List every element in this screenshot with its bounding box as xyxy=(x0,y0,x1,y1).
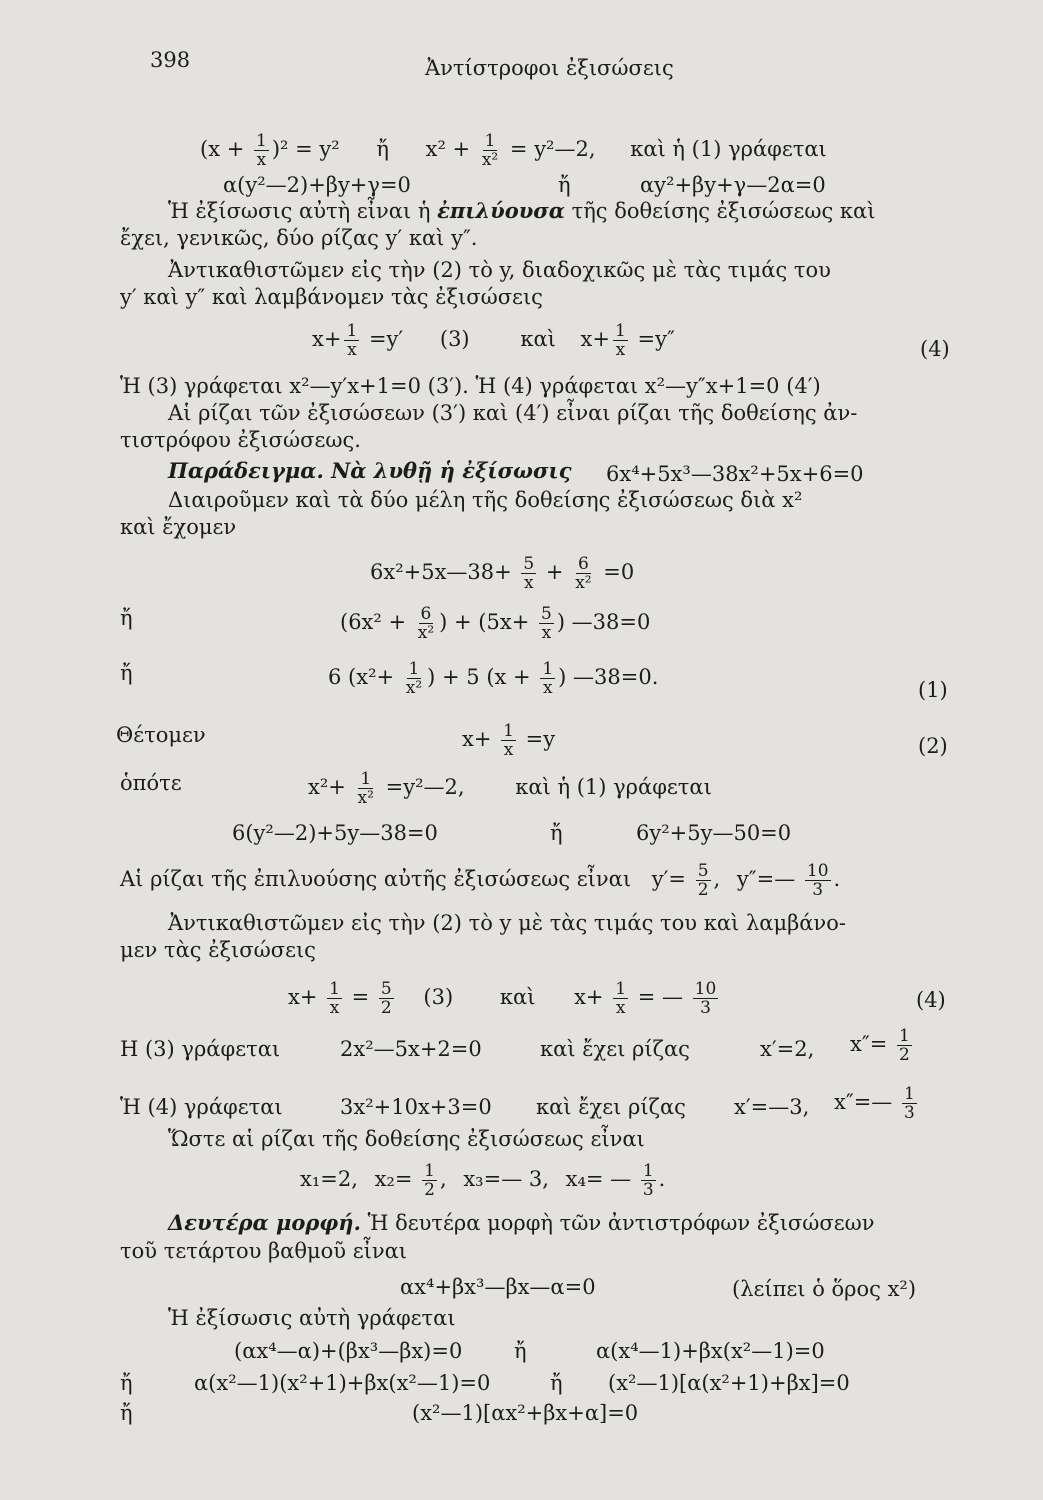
eq-text: =y²—2, xyxy=(378,775,465,799)
eq-text: = — xyxy=(631,985,690,1009)
eq-tag: (4) xyxy=(920,337,950,361)
page-number: 398 xyxy=(150,48,191,72)
or-word: ἤ xyxy=(550,821,563,845)
para-3-line-1: Ἡ (3) γράφεται x²—y′x+1=0 (3′). Ἡ (4) γράφεται x²—y″x+1=0 (4′) xyxy=(120,374,821,398)
para-2-line-1: Ἀντικαθιστῶμεν εἰς τὴν (2) τὸ y, διαδοχικῶς μὲ τὰς τιμάς του xyxy=(168,258,831,282)
denominator: x xyxy=(524,573,534,593)
or-word: ἤ xyxy=(514,1339,527,1363)
fraction xyxy=(344,322,359,359)
numerator: 6 xyxy=(420,604,432,624)
numerator: 1 xyxy=(408,659,420,679)
numerator: 10 xyxy=(694,979,717,999)
second-eq-2b: (x²—1)[α(x²+1)+βx]=0 xyxy=(608,1371,850,1395)
r3-eq: 2x²—5x+2=0 xyxy=(340,1037,482,1061)
or-word: ἤ xyxy=(550,1371,563,1395)
example-title: Παράδειγμα. Νὰ λυθῇ ἡ ἐξίσωσις xyxy=(168,458,572,483)
numerator: 1 xyxy=(329,979,340,999)
fraction xyxy=(540,660,555,697)
or-word: ἤ xyxy=(120,1371,133,1395)
set-eq xyxy=(462,722,555,759)
numerator: 1 xyxy=(615,321,626,341)
numerator: 1 xyxy=(542,659,554,679)
second-form-note: (λείπει ὁ ὅρος x²) xyxy=(732,1277,917,1301)
running-title: Ἀντίστροφοι ἐξισώσεις xyxy=(425,56,674,80)
denominator: x xyxy=(503,740,514,760)
example-equation: 6x⁴+5x³—38x²+5x+6=0 xyxy=(606,462,864,486)
example-para-line-2: μεν τὰς ἐξισώσεις xyxy=(120,938,316,962)
eq-text: x″=— xyxy=(834,1090,899,1114)
eq-text: y″=— xyxy=(736,867,802,891)
denominator: 3 xyxy=(903,1103,915,1123)
fraction xyxy=(641,1162,656,1199)
body-text: καὶ xyxy=(520,327,556,351)
eq-text: ) + 5 (x + xyxy=(427,665,538,689)
eq-text: (6x² + xyxy=(340,610,413,634)
denominator: x² xyxy=(357,788,374,808)
denominator: 2 xyxy=(380,998,392,1018)
eq-text: x₁=2, xyxy=(300,1167,358,1191)
fraction xyxy=(480,132,500,169)
body-text: καὶ ἡ (1) γράφεται xyxy=(515,775,712,799)
eq-text: (x + xyxy=(200,137,251,161)
eq-text: . xyxy=(833,867,841,891)
eq-text: 6x²+5x—38+ xyxy=(370,560,519,584)
example-eq-5 xyxy=(288,980,721,1017)
example-eq-4a: 6(y²—2)+5y—38=0 xyxy=(232,821,438,845)
fraction xyxy=(902,1085,917,1122)
fraction xyxy=(613,980,628,1017)
or-word: ἤ xyxy=(120,1401,133,1425)
fraction xyxy=(501,722,516,759)
eq-text: ) —38=0 xyxy=(556,610,651,634)
then-eq xyxy=(308,770,712,807)
eq-text: =y xyxy=(518,727,556,751)
body-text: Ἡ δευτέρα μορφὴ τῶν ἀντιστρόφων ἐξισώσεων xyxy=(360,1211,875,1235)
eq-text: )² = y² xyxy=(271,137,340,161)
eq-text: =y″ xyxy=(630,327,675,351)
numerator: 1 xyxy=(346,321,358,341)
eq-text: x+ xyxy=(312,327,342,351)
fraction xyxy=(416,605,436,642)
body-text: καὶ xyxy=(499,985,536,1009)
fraction xyxy=(696,862,711,899)
denominator: x xyxy=(347,340,357,360)
r4-x1: x′=—3, xyxy=(734,1095,810,1119)
second-form-line-1 xyxy=(168,1210,875,1236)
numerator: 1 xyxy=(615,979,627,999)
numerator: 1 xyxy=(360,769,372,789)
fraction xyxy=(404,660,424,697)
denominator: 3 xyxy=(700,998,711,1018)
eq-text: =y′ xyxy=(362,327,404,351)
fraction xyxy=(805,862,831,899)
second-eq-2a: α(x²—1)(x²+1)+βx(x²—1)=0 xyxy=(194,1371,491,1395)
eq-text: x+ xyxy=(580,327,610,351)
eq-text: x₃=— 3, xyxy=(463,1167,549,1191)
r4-label: Ἡ (4) γράφεται xyxy=(120,1095,283,1119)
para-3-line-3: τιστρόφου ἐξισώσεως. xyxy=(120,428,361,452)
denominator: 3 xyxy=(642,1180,654,1200)
numerator: 5 xyxy=(540,604,552,624)
fraction xyxy=(327,980,342,1017)
second-eq-1a: (αx⁴—α)+(βx³—βx)=0 xyxy=(234,1339,463,1363)
eq-tag: (1) xyxy=(918,678,948,702)
numerator: 1 xyxy=(255,131,267,151)
eq-line-2b: αy²+βy+γ—2α=0 xyxy=(640,173,826,197)
eq-text: =0 xyxy=(596,560,635,584)
then-label: ὁπότε xyxy=(120,771,182,795)
body-text: τῆς δοθείσης ἐξισώσεως καὶ xyxy=(564,199,876,223)
eq-text: = y²—2, xyxy=(503,137,596,161)
eq-text: . xyxy=(658,1167,666,1191)
eq-text: ) —38=0. xyxy=(558,665,659,689)
numerator: 1 xyxy=(642,1161,654,1181)
fraction xyxy=(539,605,554,642)
numerator: 6 xyxy=(577,554,589,574)
denominator: x xyxy=(615,998,626,1018)
example-line-1: Διαιροῦμεν καὶ τὰ δύο μέλη τῆς δοθείσης ἐξισώσεως διὰ x² xyxy=(168,488,803,512)
r3-text: καὶ ἔχει ρίζας xyxy=(540,1037,690,1061)
eq-text: 6 (x²+ xyxy=(328,665,401,689)
denominator: x² xyxy=(575,573,592,593)
denominator: x² xyxy=(417,623,435,643)
eq-text: , xyxy=(439,1167,447,1191)
para-1-line-1 xyxy=(168,198,875,224)
eq-text: x″= xyxy=(850,1032,894,1056)
second-form-line-3: Ἡ ἐξίσωσις αὐτὴ γράφεται xyxy=(168,1306,456,1330)
second-eq-1b: α(x⁴—1)+βx(x²—1)=0 xyxy=(596,1339,825,1363)
eq-tag: (4) xyxy=(916,988,946,1012)
denominator: x xyxy=(615,340,626,360)
eq-text: ) + (5x+ xyxy=(439,610,536,634)
example-eq-3 xyxy=(328,660,658,697)
r4-x2 xyxy=(834,1085,920,1122)
eq-line-1 xyxy=(200,132,827,169)
denominator: 2 xyxy=(898,1045,910,1065)
example-eq-1 xyxy=(370,555,634,592)
eq-text: x² + xyxy=(425,137,477,161)
example-eq-2 xyxy=(340,605,650,642)
denominator: 3 xyxy=(812,880,824,900)
or-word: ἤ xyxy=(376,137,389,161)
set-label: Θέτομεν xyxy=(116,723,206,747)
eq-tag: (3) xyxy=(423,985,454,1009)
fraction xyxy=(379,980,394,1017)
fraction xyxy=(573,555,593,592)
fraction xyxy=(693,980,719,1017)
r4-eq: 3x²+10x+3=0 xyxy=(340,1095,492,1119)
eq-text: x+ xyxy=(574,985,611,1009)
eq-3 xyxy=(312,322,675,359)
eq-text: x+ xyxy=(462,727,499,751)
eq-text: x₄= — xyxy=(565,1167,638,1191)
eq-tag: (2) xyxy=(918,734,948,758)
numerator: 10 xyxy=(806,861,829,881)
fraction xyxy=(897,1027,912,1064)
r4-text: καὶ ἔχει ρίζας xyxy=(536,1095,686,1119)
para-1-line-2: ἔχει, γενικῶς, δύο ρίζας y′ καὶ y″. xyxy=(120,226,478,250)
numerator: 5 xyxy=(697,861,709,881)
eq-text: x+ xyxy=(288,985,325,1009)
para-3-line-2: Αἱ ρίζαι τῶν ἐξισώσεων (3′) καὶ (4′) εἶναι ρίζαι τῆς δοθείσης ἀν- xyxy=(168,401,858,425)
eq-text: + xyxy=(539,560,571,584)
emphasis-text: ἐπιλύουσα xyxy=(437,198,565,223)
second-form-line-2: τοῦ τετάρτου βαθμοῦ εἶναι xyxy=(120,1239,408,1263)
denominator: x xyxy=(541,623,552,643)
section-heading: Δευτέρα μορφή. xyxy=(168,1210,361,1235)
final-roots xyxy=(300,1162,665,1199)
example-eq-4b: 6y²+5y—50=0 xyxy=(636,821,792,845)
denominator: 2 xyxy=(697,880,709,900)
final-text: Ὥστε αἱ ρίζαι τῆς δοθείσης ἐξισώσεως εἶναι xyxy=(168,1127,645,1151)
numerator: 1 xyxy=(503,721,514,741)
eq-text: x²+ xyxy=(308,775,353,799)
second-eq-3: (x²—1)[αx²+βx+α]=0 xyxy=(412,1401,639,1425)
eq-tag: (3) xyxy=(439,327,470,351)
example-para-line-1: Ἀντικαθιστῶμεν εἰς τὴν (2) τὸ y μὲ τὰς τιμάς του καὶ λαμβάνο- xyxy=(168,911,846,935)
eq-text: = xyxy=(344,985,376,1009)
denominator: x xyxy=(329,998,340,1018)
numerator: 1 xyxy=(424,1161,435,1181)
fraction xyxy=(356,770,376,807)
denominator: x xyxy=(256,150,267,170)
numerator: 1 xyxy=(898,1026,910,1046)
denominator: x² xyxy=(481,150,499,170)
body-text: καὶ ἡ (1) γράφεται xyxy=(630,137,827,161)
numerator: 1 xyxy=(484,131,496,151)
fraction xyxy=(521,555,536,592)
example-line-2: καὶ ἔχομεν xyxy=(120,515,237,539)
roots-line xyxy=(120,862,840,899)
or-word: ἤ xyxy=(558,173,571,197)
or-word: ἤ xyxy=(120,661,133,685)
numerator: 5 xyxy=(523,554,535,574)
denominator: x xyxy=(542,678,553,698)
eq-text: y′= xyxy=(651,867,693,891)
fraction xyxy=(422,1162,437,1199)
eq-line-2a: α(y²—2)+βy+γ=0 xyxy=(223,173,411,197)
eq-text: , xyxy=(713,867,721,891)
body-text: Ἡ ἐξίσωσις αὐτὴ εἶναι ἡ xyxy=(168,199,438,223)
r3-x1: x′=2, xyxy=(760,1037,815,1061)
fraction xyxy=(613,322,628,359)
or-word: ἤ xyxy=(120,606,133,630)
para-2-line-2: y′ καὶ y″ καὶ λαμβάνομεν τὰς ἐξισώσεις xyxy=(120,285,543,309)
example-heading xyxy=(168,458,571,484)
numerator: 5 xyxy=(380,979,392,999)
body-text: Αἱ ρίζαι τῆς ἐπιλυούσης αὐτῆς ἐξισώσεως εἶναι xyxy=(120,867,632,891)
second-form-eq: αx⁴+βx³—βx—α=0 xyxy=(400,1275,596,1299)
numerator: 1 xyxy=(903,1084,915,1104)
fraction xyxy=(254,132,269,169)
r3-x2 xyxy=(850,1027,915,1064)
r3-label: Η (3) γράφεται xyxy=(120,1037,281,1061)
denominator: x² xyxy=(405,678,423,698)
denominator: 2 xyxy=(424,1180,435,1200)
eq-text: x₂= xyxy=(374,1167,420,1191)
